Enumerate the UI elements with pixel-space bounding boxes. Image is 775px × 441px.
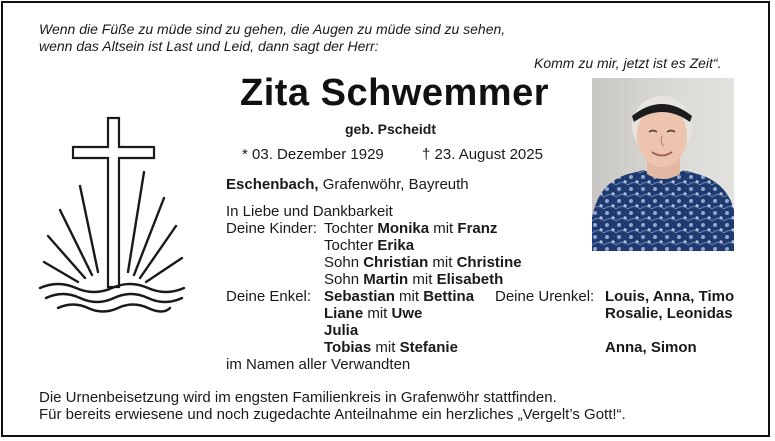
great-grandchild-entry: Louis, Anna, Timo [605, 288, 735, 305]
footer-line-2: Für bereits erwiesene und noch zugedachte Anteilnahme ein herzliches „Vergelt’s Gott!“. [39, 406, 626, 423]
grandchild-entry: Liane mit Uwe [324, 305, 423, 322]
great-grandchild-entry: Anna, Simon [605, 339, 697, 356]
child-entry: Sohn Christian mit Christine [324, 254, 522, 271]
grandchild-entry: Sebastian mit Bettina [324, 288, 475, 305]
children-label: Deine Kinder: [226, 220, 317, 237]
cross-sunrise-icon [36, 112, 188, 322]
grandchild-entry: Tobias mit Stefanie [324, 339, 458, 356]
birth-name: geb. Pscheidt [345, 121, 437, 137]
poem-line-2: wenn das Altsein ist Last und Leid, dann sagt der Herr: [39, 38, 379, 54]
birth-date: * 03. Dezember 1929 [242, 146, 384, 163]
grandchild-entry: Julia [324, 322, 359, 339]
relatives-line: im Namen aller Verwandten [226, 356, 411, 373]
death-date: † 23. August 2025 [422, 146, 543, 163]
child-entry: Tochter Monika mit Franz [324, 220, 498, 237]
family-intro: In Liebe und Dankbarkeit [226, 203, 393, 220]
child-entry: Sohn Martin mit Elisabeth [324, 271, 504, 288]
places [226, 176, 469, 193]
deceased-name: Zita Schwemmer [240, 72, 549, 114]
poem-line-3: Komm zu mir, jetzt ist es Zeit“. [534, 55, 722, 71]
great-grandchildren-label: Deine Urenkel: [495, 288, 595, 305]
place-others: Grafenwöhr, Bayreuth [322, 176, 469, 193]
poem-line-1: Wenn die Füße zu müde sind zu gehen, die Augen zu müde sind zu sehen, [39, 21, 506, 37]
footer-line-1: Die Urnenbeisetzung wird im engsten Familienkreis in Grafenwöhr stattfinden. [39, 389, 557, 406]
child-entry: Tochter Erika [324, 237, 415, 254]
great-grandchild-entry: Rosalie, Leonidas [605, 305, 733, 322]
grandchildren-label: Deine Enkel: [226, 288, 312, 305]
place-main: Eschenbach, [226, 176, 319, 193]
portrait-photo [592, 78, 734, 251]
